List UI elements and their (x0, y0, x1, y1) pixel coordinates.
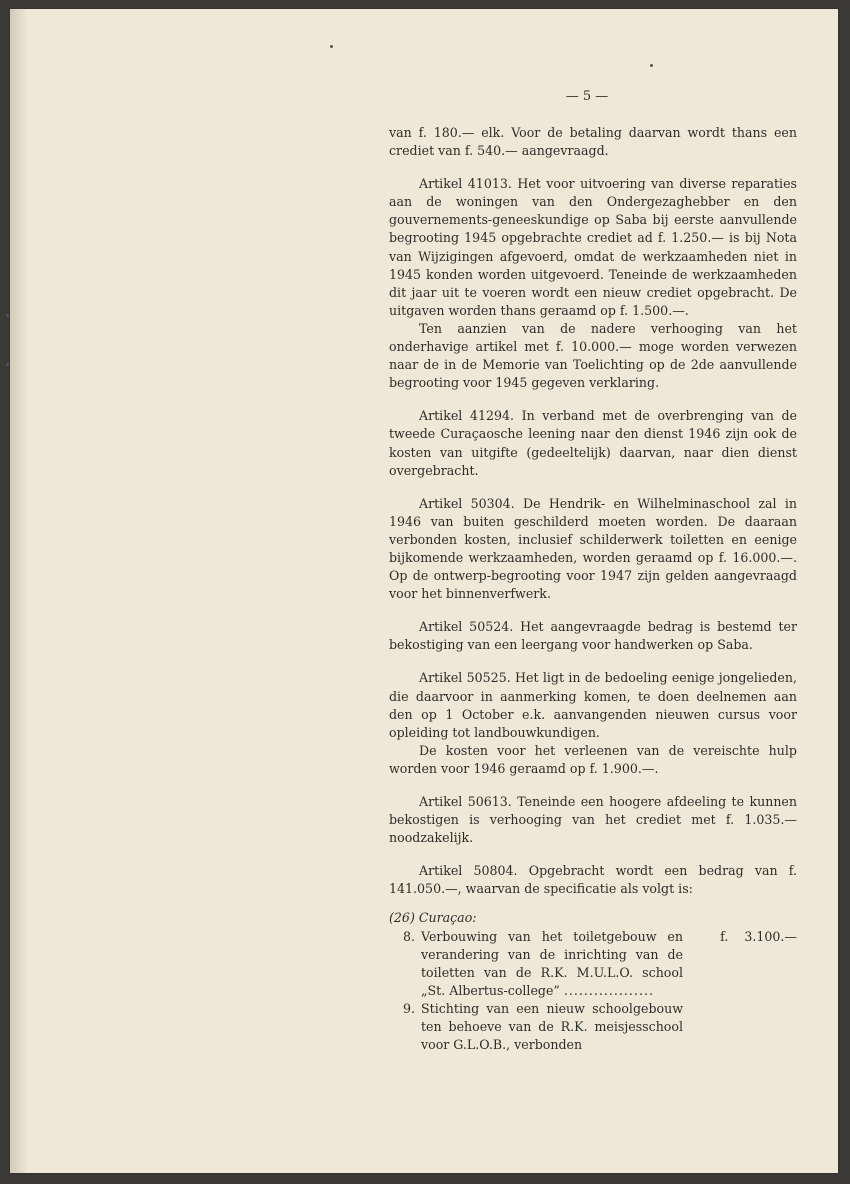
item-amount (683, 1000, 797, 1054)
paragraph-text: Artikel 50524. Het aangevraagde bedrag is bestemd ter bekostiging van een leergang voor handwerken op Saba. (389, 619, 797, 653)
paragraph-list (389, 124, 797, 898)
paragraph-text: Ten aanzien van de nadere verhooging van het onderhavige artikel met f. 10.000.— moge worden verwezen naar de in de Memorie van Toelichting op de 2de aanvullende begrooting voor 1945 gegeven verklaring. (389, 320, 797, 391)
paragraph-text: Artikel 41013. Het voor uitvoering van diverse reparaties aan de woningen van den Ondergezaghebber en den gouvernements-geneeskundige op Saba bij eerste aanvullende begrooting 1945 opgebrachte crediet ad f. 1.250.— is bij Nota van Wijzigingen afgevoerd, omdat de werkzaamheden niet in 1945 konden worden uitgevoerd. Teneinde de werkzaamheden dit jaar uit te voeren wordt een nieuw crediet opgebracht. De uitgaven worden thans geraamd op f. 1.500.—. (389, 176, 797, 318)
paragraph-text: Artikel 41294. In verband met de overbrenging van de tweede Curaçaosche leening naar den dienst 1946 zijn ook de kosten van uitgifte (gedeeltelijk) daarvan, naar dien dienst overgebracht. (389, 408, 797, 478)
paragraph (389, 618, 797, 654)
specification-item (389, 1000, 797, 1054)
dot-leader: .................. (563, 982, 654, 998)
page-text (389, 89, 797, 1054)
paper-speck (650, 64, 653, 67)
paragraph (389, 495, 797, 604)
paragraph-text: Artikel 50613. Teneinde een hoogere afdeeling te kunnen bekostigen is verhooging van het crediet met f. 1.035.— noodzakelijk. (389, 794, 797, 846)
paragraph (389, 175, 797, 392)
paragraph (389, 124, 797, 160)
paragraph-text: De kosten voor het verleenen van de vereischte hulp worden voor 1946 geraamd op f. 1.900.—. (389, 742, 797, 776)
document-page (10, 9, 838, 1173)
item-amount: f. 3.100.— (720, 928, 797, 944)
paragraph-text: van f. 180.— elk. Voor de betaling daarvan wordt thans een crediet van f. 540.— aangevraagd. (389, 125, 797, 159)
paragraph (389, 669, 797, 778)
specification-list (389, 909, 797, 1054)
paragraph (389, 862, 797, 898)
paragraph (389, 793, 797, 847)
paragraph-text: Artikel 50304. De Hendrik- en Wilhelminaschool zal in 1946 van buiten geschilderd moeten worden. De daaraan verbonden kosten, inclusief schilderwerk toiletten en eenige bijkomende werkzaamheden, worden geraamd op f. 16.000.—. Op de ontwerp-begrooting voor 1947 zijn gelden aangevraagd voor het binnenverfwerk. (389, 495, 797, 602)
paragraph-text: Artikel 50804. Opgebracht wordt een bedrag van f. 141.050.—, waarvan de specificatie als volgt is: (389, 863, 797, 897)
item-number: 9. (402, 1000, 415, 1016)
page-number: — 5 — (565, 89, 609, 104)
paragraph-text: Artikel 50525. Het ligt in de bedoeling eenige jongelieden, die daarvoor in aanmerking komen, te doen deelnemen aan den op 1 October e.k. aanvangenden nieuwen cursus voor opleiding tot landbouwkundigen. (389, 670, 797, 740)
item-description: Stichting van een nieuw schoolgebouw ten behoeve van de R.K. meisjesschool voor G.L.O.B., verbonden (421, 1000, 683, 1053)
specification-item (389, 928, 797, 1000)
item-number: 8. (402, 928, 415, 944)
specification-heading: (26) Curaçao: (389, 910, 477, 926)
punch-mark (6, 363, 9, 366)
item-description: Verbouwing van het toiletgebouw en verandering van de inrichting van de toiletten van de R.K. M.U.L.O. school „St. Albertus-college” .................. (421, 928, 683, 998)
punch-mark (6, 314, 9, 317)
paragraph (389, 407, 797, 479)
paper-speck (330, 45, 333, 48)
